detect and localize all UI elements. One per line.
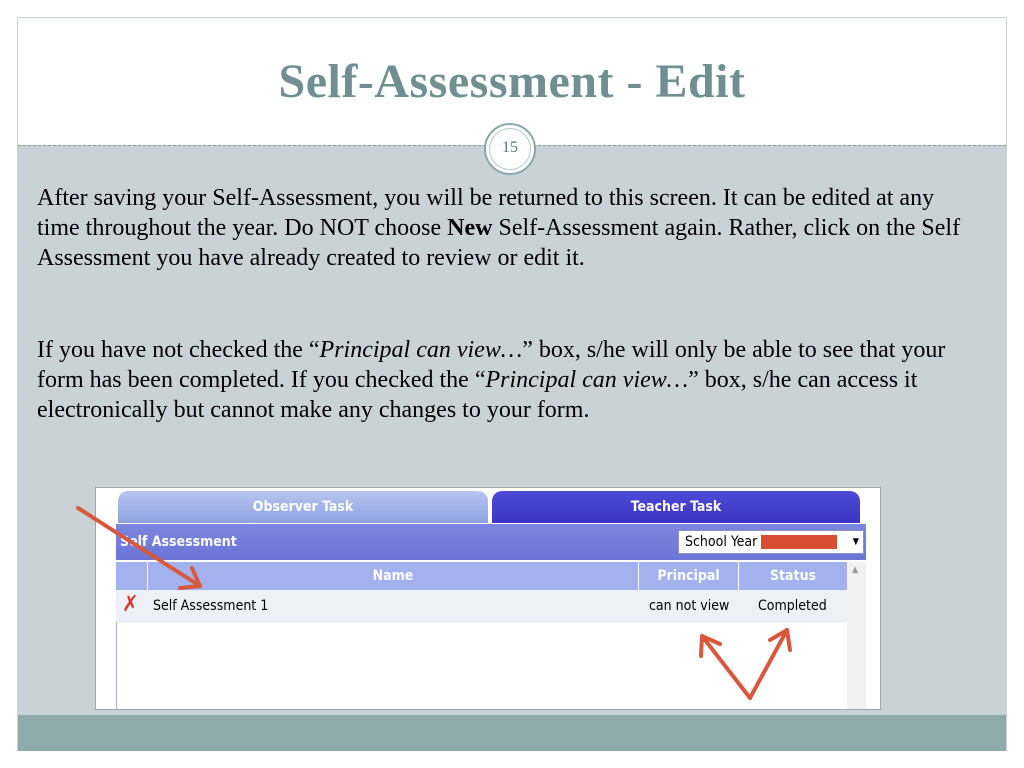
- footer-band: [18, 715, 1006, 751]
- app-screenshot: [95, 487, 881, 710]
- paragraph-2-text-b: ” box, s/he will only be able to see that your form has been completed. If you checked the “: [37, 337, 946, 393]
- school-year-select[interactable]: [678, 530, 864, 554]
- tab-teacher-task[interactable]: Teacher Task: [492, 491, 860, 523]
- tab-observer-task[interactable]: Observer Task: [118, 491, 488, 523]
- scroll-up-icon[interactable]: ▲: [852, 565, 859, 575]
- paragraph-1-text-a: After saving your Self-Assessment, you will be returned to this screen. It can be edited at any time throughout the year. Do NOT choose: [37, 185, 935, 241]
- paragraph-1: [37, 183, 977, 273]
- school-year-redacted-value: [761, 535, 837, 549]
- grid-body: [116, 622, 847, 710]
- grid-header: [116, 562, 847, 590]
- panel-title: Self Assessment: [120, 534, 237, 550]
- column-header-status[interactable]: Status: [738, 562, 847, 590]
- dropdown-arrow-icon[interactable]: ▼: [852, 537, 859, 547]
- slide-number-badge: 15: [484, 123, 536, 175]
- cell-name[interactable]: Self Assessment 1: [153, 598, 269, 614]
- grid-scrollbar[interactable]: [847, 562, 866, 710]
- paragraph-1-bold: New: [447, 215, 493, 241]
- cell-principal: can not view: [649, 598, 730, 614]
- slide-title: Self-Assessment - Edit: [278, 55, 746, 108]
- column-header-name[interactable]: Name: [147, 562, 638, 590]
- paragraph-2-italic-a: Principal can view…: [319, 337, 523, 363]
- paragraph-2-italic-b: Principal can view…: [485, 367, 689, 393]
- panel-header: [116, 524, 866, 560]
- column-header-principal[interactable]: Principal: [638, 562, 738, 590]
- paragraph-2-text-c: ” box, s/he can access it electronically but cannot make any changes to your form.: [37, 367, 918, 423]
- paragraph-2-text-a: If you have not checked the “: [37, 337, 320, 363]
- paragraph-1-text-b: Self-Assessment again. Rather, click on the Self Assessment you have already created to review or edit it.: [37, 215, 961, 271]
- column-header-blank: [116, 562, 147, 590]
- delete-x-icon[interactable]: ✗: [122, 592, 139, 617]
- cell-status: Completed: [758, 598, 827, 614]
- school-year-label: School Year: [685, 534, 758, 550]
- paragraph-2: [37, 335, 977, 425]
- table-row[interactable]: [116, 590, 847, 622]
- slide: [17, 17, 1007, 751]
